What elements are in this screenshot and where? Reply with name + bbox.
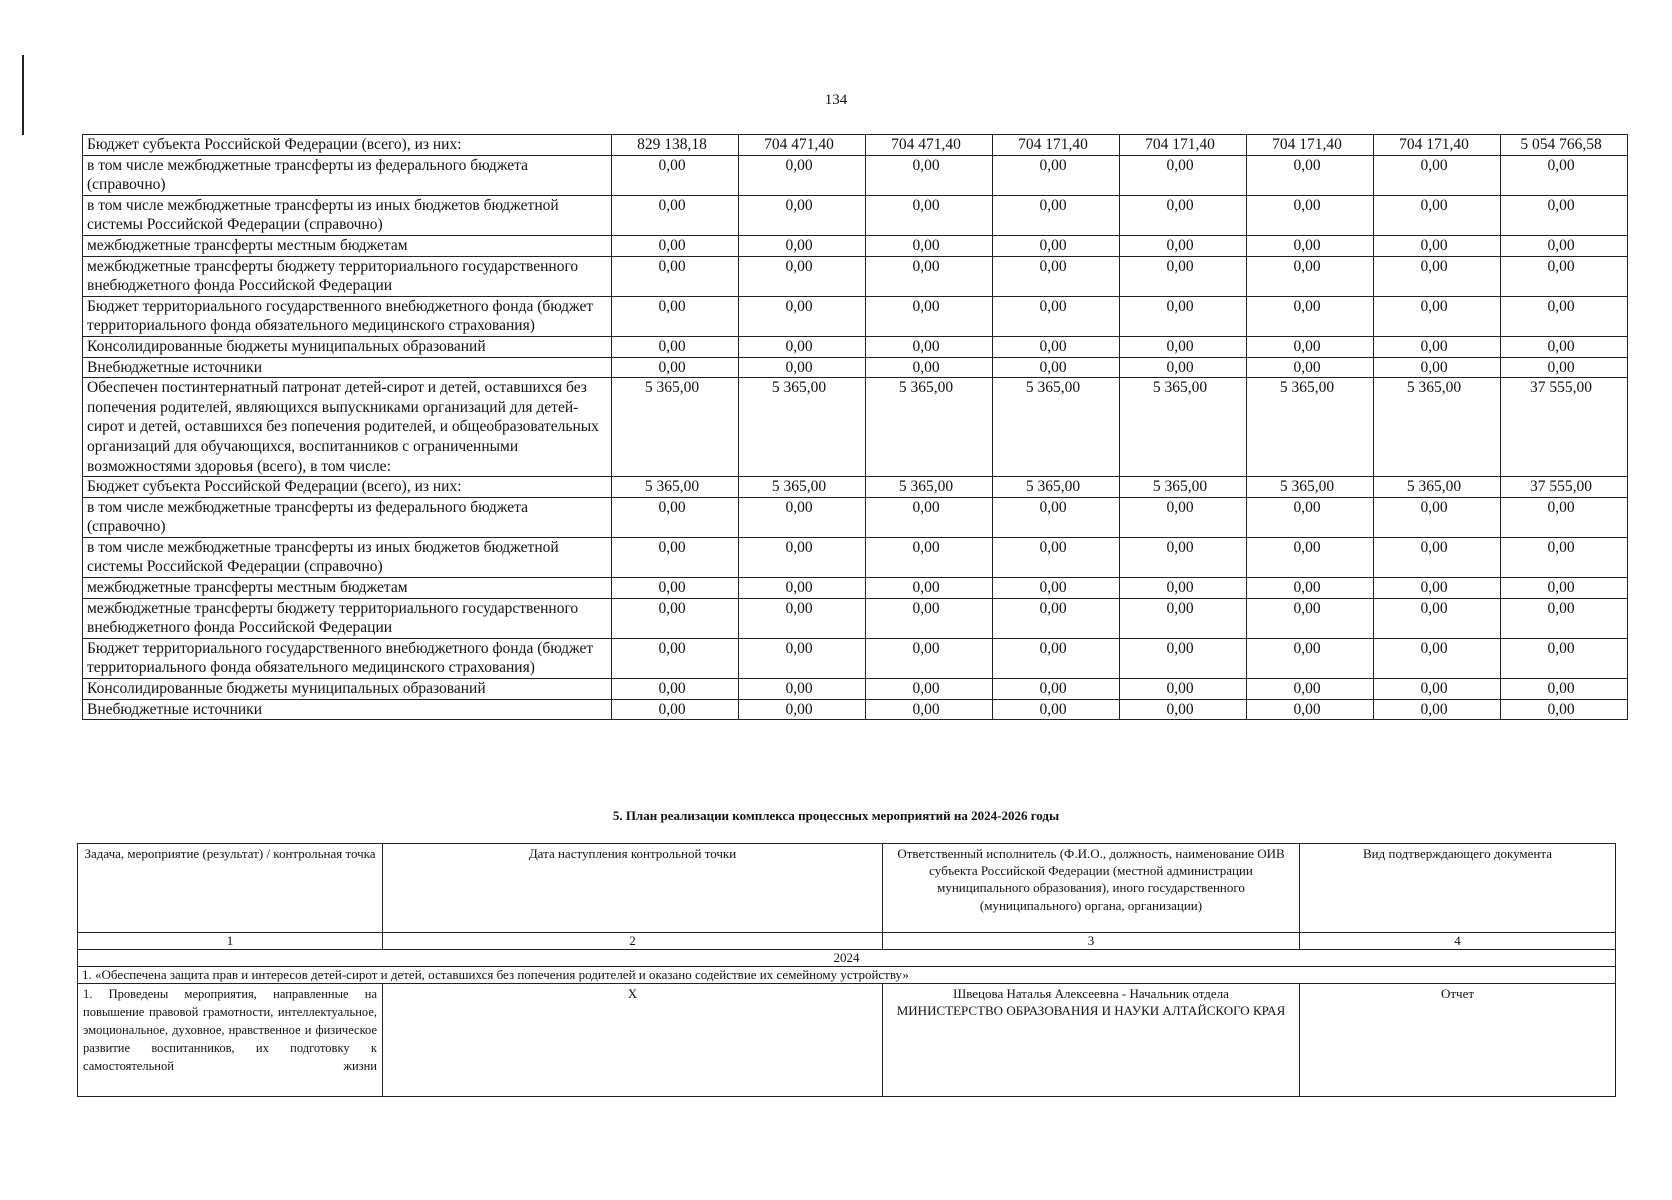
finance-value: 0,00 [1247, 336, 1374, 357]
task-row [78, 967, 1616, 984]
finance-value: 5 365,00 [739, 477, 866, 498]
responsible-person: Швецова Наталья Алексеевна - Начальник отдела [953, 986, 1229, 1001]
year-row [78, 950, 1616, 967]
finance-row-label: межбюджетные трансферты бюджету территориального государственного внебюджетного фонда Российской Федерации [83, 256, 612, 296]
finance-value: 5 054 766,58 [1501, 135, 1628, 156]
finance-value: 0,00 [866, 195, 993, 235]
finance-value: 0,00 [1501, 679, 1628, 700]
finance-value: 5 365,00 [1120, 477, 1247, 498]
finance-value: 0,00 [739, 256, 866, 296]
finance-value: 0,00 [866, 256, 993, 296]
finance-value: 5 365,00 [993, 378, 1120, 477]
finance-value: 0,00 [1501, 235, 1628, 256]
finance-value: 0,00 [1374, 155, 1501, 195]
finance-value: 0,00 [612, 598, 739, 638]
finance-value: 0,00 [1247, 638, 1374, 678]
finance-row-label: Бюджет территориального государственного внебюджетного фонда (бюджет территориального фонда обязательного медицинского страхования) [83, 296, 612, 336]
finance-value: 0,00 [739, 296, 866, 336]
finance-value: 0,00 [1247, 235, 1374, 256]
finance-row [83, 256, 1628, 296]
finance-value: 0,00 [1374, 699, 1501, 720]
finance-value: 0,00 [739, 578, 866, 599]
finance-value: 0,00 [1374, 296, 1501, 336]
finance-value: 0,00 [993, 235, 1120, 256]
finance-value: 0,00 [1501, 195, 1628, 235]
finance-table [82, 134, 1628, 720]
finance-row-label: Консолидированные бюджеты муниципальных образований [83, 679, 612, 700]
finance-value: 0,00 [739, 638, 866, 678]
finance-value: 0,00 [1501, 336, 1628, 357]
finance-row [83, 537, 1628, 577]
section-heading: 5. План реализации комплекса процессных мероприятий на 2024-2026 годы [612, 808, 1060, 823]
finance-row-label: межбюджетные трансферты бюджету территориального государственного внебюджетного фонда Российской Федерации [83, 598, 612, 638]
finance-value: 0,00 [1247, 155, 1374, 195]
finance-value: 5 365,00 [1247, 477, 1374, 498]
finance-value: 0,00 [993, 679, 1120, 700]
finance-value: 0,00 [1247, 497, 1374, 537]
task-label: 1. «Обеспечена защита прав и интересов детей-сирот и детей, оставшихся без попечения родителей и оказано содействие их семейному устройству» [78, 967, 1616, 984]
finance-value: 0,00 [1374, 357, 1501, 378]
finance-value: 0,00 [1501, 598, 1628, 638]
finance-row [83, 578, 1628, 599]
finance-value: 704 471,40 [866, 135, 993, 156]
finance-value: 0,00 [1501, 256, 1628, 296]
finance-row-label: в том числе межбюджетные трансферты из иных бюджетов бюджетной системы Российской Федерации (справочно) [83, 537, 612, 577]
finance-value: 0,00 [993, 256, 1120, 296]
finance-value: 0,00 [866, 598, 993, 638]
finance-value: 0,00 [1374, 195, 1501, 235]
finance-value: 829 138,18 [612, 135, 739, 156]
finance-value: 0,00 [1501, 497, 1628, 537]
finance-value: 704 171,40 [1120, 135, 1247, 156]
activity-name: 1. Проведены мероприятия, направленные на повышение правовой грамотности, интеллектуальное, эмоциональное, духовное, нравственное и физическое развитие воспитанников, их подготовку к самостоятельной жизни [78, 984, 383, 1097]
finance-value: 0,00 [1120, 497, 1247, 537]
finance-value: 0,00 [1374, 679, 1501, 700]
finance-value: 0,00 [866, 679, 993, 700]
finance-value: 0,00 [739, 679, 866, 700]
finance-value: 0,00 [866, 357, 993, 378]
finance-value: 5 365,00 [1374, 378, 1501, 477]
finance-value: 0,00 [1247, 195, 1374, 235]
finance-row-label: межбюджетные трансферты местным бюджетам [83, 235, 612, 256]
header-responsible: Ответственный исполнитель (Ф.И.О., должность, наименование ОИВ субъекта Российской Федерации (местной администрации муниципального образования), иного государственного (муниципального) органа, организации) [883, 844, 1300, 933]
finance-value: 5 365,00 [866, 477, 993, 498]
finance-value: 0,00 [612, 578, 739, 599]
finance-value: 0,00 [612, 497, 739, 537]
finance-value: 0,00 [866, 235, 993, 256]
finance-row [83, 638, 1628, 678]
finance-value: 0,00 [1374, 235, 1501, 256]
finance-value: 0,00 [866, 699, 993, 720]
finance-value: 0,00 [612, 699, 739, 720]
finance-value: 0,00 [739, 195, 866, 235]
finance-row-label: в том числе межбюджетные трансферты из иных бюджетов бюджетной системы Российской Федерации (справочно) [83, 195, 612, 235]
finance-value: 0,00 [866, 497, 993, 537]
finance-value: 0,00 [612, 256, 739, 296]
finance-value: 0,00 [993, 155, 1120, 195]
finance-value: 704 171,40 [1247, 135, 1374, 156]
finance-row-label: Внебюджетные источники [83, 357, 612, 378]
finance-row-label: Бюджет субъекта Российской Федерации (всего), из них: [83, 135, 612, 156]
finance-value: 0,00 [993, 296, 1120, 336]
finance-value: 0,00 [993, 497, 1120, 537]
finance-value: 0,00 [612, 357, 739, 378]
finance-value: 0,00 [993, 195, 1120, 235]
column-number: 4 [1300, 933, 1616, 950]
finance-value: 5 365,00 [993, 477, 1120, 498]
finance-value: 0,00 [1247, 357, 1374, 378]
finance-value: 0,00 [1120, 357, 1247, 378]
header-task: Задача, мероприятие (результат) / контрольная точка [78, 844, 383, 933]
finance-value: 704 171,40 [993, 135, 1120, 156]
finance-value: 37 555,00 [1501, 477, 1628, 498]
responsible-organization: МИНИСТЕРСТВО ОБРАЗОВАНИЯ И НАУКИ АЛТАЙСКОГО КРАЯ [896, 1003, 1286, 1019]
finance-value: 0,00 [1501, 537, 1628, 577]
column-number: 2 [383, 933, 883, 950]
finance-value: 0,00 [1374, 497, 1501, 537]
finance-value: 0,00 [866, 296, 993, 336]
finance-value: 0,00 [1120, 195, 1247, 235]
finance-value: 0,00 [1374, 537, 1501, 577]
finance-value: 5 365,00 [1120, 378, 1247, 477]
plan-table [77, 843, 1616, 1097]
finance-row [83, 296, 1628, 336]
finance-value: 0,00 [993, 638, 1120, 678]
finance-value: 0,00 [612, 638, 739, 678]
finance-row [83, 699, 1628, 720]
finance-row-label: Обеспечен постинтернатный патронат детей-сирот и детей, оставшихся без попечения родителей, являющихся выпускниками организаций для детей-сирот и детей, оставшихся без попечения родителей, и общеобразовательных организаций для обучающихся, воспитанников с ограниченными возможностями здоровья (всего), в том числе: [83, 378, 612, 477]
finance-value: 0,00 [993, 357, 1120, 378]
finance-value: 0,00 [993, 699, 1120, 720]
finance-row-label: в том числе межбюджетные трансферты из федерального бюджета (справочно) [83, 155, 612, 195]
finance-row-label: Бюджет территориального государственного внебюджетного фонда (бюджет территориального фонда обязательного медицинского страхования) [83, 638, 612, 678]
finance-value: 0,00 [739, 598, 866, 638]
finance-value: 0,00 [1247, 578, 1374, 599]
finance-value: 0,00 [993, 578, 1120, 599]
finance-value: 0,00 [1120, 256, 1247, 296]
finance-value: 704 171,40 [1374, 135, 1501, 156]
finance-value: 0,00 [1501, 638, 1628, 678]
finance-value: 0,00 [1374, 256, 1501, 296]
finance-value: 0,00 [1374, 336, 1501, 357]
finance-row [83, 357, 1628, 378]
finance-row-label: межбюджетные трансферты местным бюджетам [83, 578, 612, 599]
finance-value: 0,00 [866, 578, 993, 599]
finance-value: 0,00 [1120, 679, 1247, 700]
finance-value: 0,00 [1120, 235, 1247, 256]
finance-value: 0,00 [612, 336, 739, 357]
finance-value: 5 365,00 [612, 378, 739, 477]
finance-row-label: Бюджет субъекта Российской Федерации (всего), из них: [83, 477, 612, 498]
finance-value: 0,00 [1120, 598, 1247, 638]
finance-value: 5 365,00 [1374, 477, 1501, 498]
finance-value: 37 555,00 [1501, 378, 1628, 477]
finance-value: 0,00 [739, 497, 866, 537]
column-number-row [78, 933, 1616, 950]
activity-responsible [883, 984, 1300, 1097]
finance-value: 0,00 [1247, 256, 1374, 296]
year-label: 2024 [78, 950, 1616, 967]
finance-row [83, 195, 1628, 235]
finance-value: 0,00 [612, 155, 739, 195]
finance-value: 0,00 [1501, 155, 1628, 195]
header-date: Дата наступления контрольной точки [383, 844, 883, 933]
finance-value: 5 365,00 [1247, 378, 1374, 477]
plan-header-row [78, 844, 1616, 933]
finance-value: 0,00 [1247, 699, 1374, 720]
finance-value: 0,00 [866, 155, 993, 195]
activity-document: Отчет [1300, 984, 1616, 1097]
activity-date: X [383, 984, 883, 1097]
finance-row [83, 235, 1628, 256]
finance-value: 0,00 [1247, 598, 1374, 638]
finance-value: 0,00 [993, 598, 1120, 638]
finance-value: 0,00 [612, 296, 739, 336]
finance-value: 0,00 [1374, 598, 1501, 638]
header-document: Вид подтверждающего документа [1300, 844, 1616, 933]
finance-value: 0,00 [866, 638, 993, 678]
finance-value: 0,00 [612, 195, 739, 235]
finance-row [83, 336, 1628, 357]
finance-value: 0,00 [993, 336, 1120, 357]
finance-row-label: Внебюджетные источники [83, 699, 612, 720]
finance-row [83, 497, 1628, 537]
finance-value: 0,00 [1247, 537, 1374, 577]
finance-row [83, 155, 1628, 195]
finance-row [83, 135, 1628, 156]
finance-value: 0,00 [1120, 638, 1247, 678]
finance-value: 0,00 [1374, 638, 1501, 678]
finance-value: 5 365,00 [739, 378, 866, 477]
finance-value: 0,00 [739, 537, 866, 577]
finance-value: 0,00 [1247, 679, 1374, 700]
finance-value: 0,00 [1120, 155, 1247, 195]
finance-value: 0,00 [612, 537, 739, 577]
finance-value: 0,00 [866, 537, 993, 577]
finance-value: 0,00 [1120, 537, 1247, 577]
finance-row [83, 598, 1628, 638]
finance-row-label: Консолидированные бюджеты муниципальных образований [83, 336, 612, 357]
column-number: 3 [883, 933, 1300, 950]
finance-row [83, 378, 1628, 477]
column-number: 1 [78, 933, 383, 950]
finance-row-label: в том числе межбюджетные трансферты из федерального бюджета (справочно) [83, 497, 612, 537]
finance-value: 0,00 [866, 336, 993, 357]
finance-value: 0,00 [1501, 357, 1628, 378]
finance-value: 5 365,00 [866, 378, 993, 477]
finance-value: 0,00 [1120, 578, 1247, 599]
finance-value: 0,00 [739, 336, 866, 357]
finance-value: 0,00 [1120, 699, 1247, 720]
finance-value: 0,00 [1374, 578, 1501, 599]
finance-row [83, 477, 1628, 498]
finance-value: 704 471,40 [739, 135, 866, 156]
finance-value: 0,00 [993, 537, 1120, 577]
finance-value: 0,00 [739, 699, 866, 720]
finance-value: 0,00 [739, 235, 866, 256]
finance-value: 0,00 [1120, 336, 1247, 357]
finance-value: 0,00 [739, 155, 866, 195]
finance-value: 0,00 [739, 357, 866, 378]
finance-value: 0,00 [1501, 578, 1628, 599]
finance-value: 0,00 [1120, 296, 1247, 336]
finance-row [83, 679, 1628, 700]
finance-value: 0,00 [612, 235, 739, 256]
finance-value: 0,00 [1501, 699, 1628, 720]
finance-value: 0,00 [1247, 296, 1374, 336]
activity-row [78, 984, 1616, 1097]
finance-value: 0,00 [1501, 296, 1628, 336]
finance-value: 0,00 [612, 679, 739, 700]
finance-value: 5 365,00 [612, 477, 739, 498]
page-number: 134 [824, 92, 848, 108]
